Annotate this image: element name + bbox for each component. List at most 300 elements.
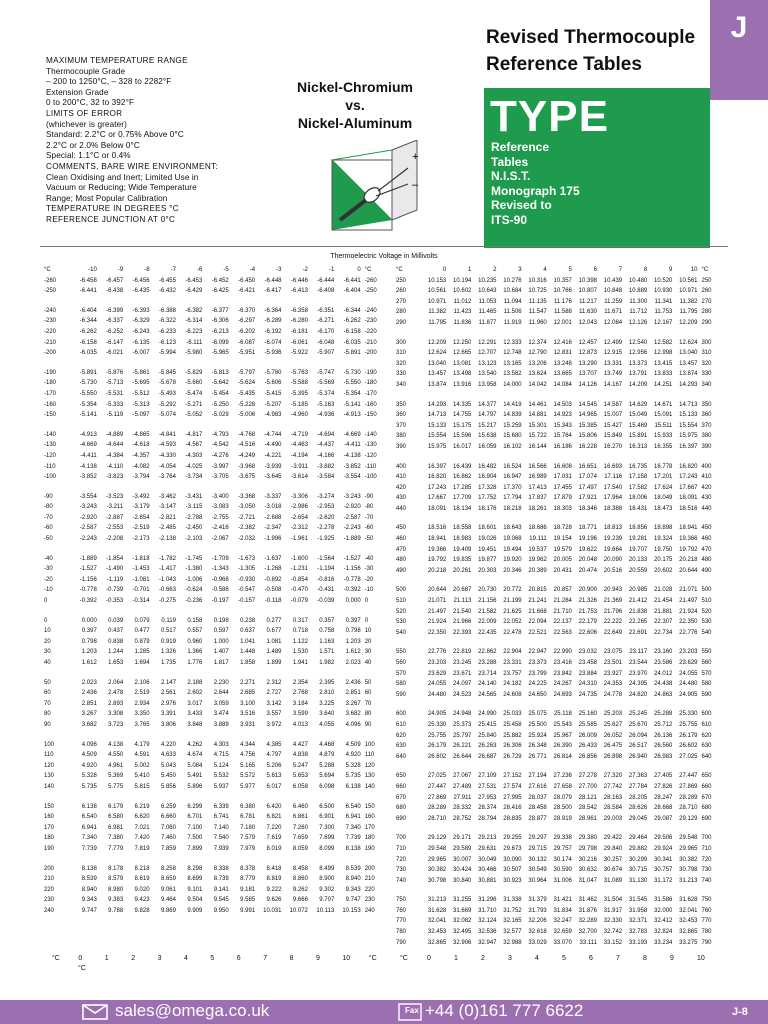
table-cell: 32.783 [628,929,648,936]
table-cell: 2.064 [108,679,124,686]
table-row [396,523,727,534]
table-cell: 30.132 [528,856,547,863]
table-cell: 13.415 [654,360,673,367]
table-cell: 7.859 [160,845,176,852]
table-cell: 27.826 [654,783,673,790]
column-header: 6 [593,267,597,273]
column-header: °C [44,267,51,273]
table-cell: -5.207 [264,401,282,408]
email-link[interactable]: sales@omega.co.uk [115,1001,270,1020]
table-row [44,750,391,761]
subtitle-line: Reference [491,140,550,154]
table-cell: -6.111 [186,339,203,346]
table-cell: 32.495 [453,929,472,936]
table-cell: 29.715 [528,845,547,852]
spec-line: (whichever is greater) [46,119,127,129]
table-cell: 22.649 [603,629,623,636]
table-cell: -30 [364,566,374,573]
table-cell: 20.005 [553,557,572,564]
table-row [396,400,727,411]
table-cell: 22.904 [503,649,522,656]
table-cell: 14.377 [478,401,497,408]
table-cell: 32.453 [679,918,698,925]
table-cell: 19.877 [478,557,497,564]
table-cell: 20.985 [628,587,648,594]
table-cell: 14.000 [503,381,522,388]
divider [40,246,728,247]
spacer-cell [396,329,727,338]
table-cell: 19.792 [679,546,698,553]
table-cell: -6.123 [158,339,176,346]
table-cell: 12.665 [453,350,472,357]
table-cell: 1.858 [240,660,256,666]
table-cell: 17.413 [528,484,547,491]
table-cell: 29.380 [578,835,597,842]
table-cell: -50 [364,536,374,543]
table-cell: 20.431 [553,567,572,574]
table-cell: 15.891 [628,433,648,440]
table-cell: 12.126 [628,319,648,326]
table-cell: 1.448 [240,649,256,656]
table-cell: -4.357 [132,452,150,459]
table-cell: -6.021 [106,350,124,357]
table-cell: 1.366 [187,649,203,656]
table-row [44,462,391,473]
table-cell: 27.067 [453,773,472,780]
table-row [44,348,391,359]
table-cell: 30.964 [528,877,547,884]
table-cell: -1.417 [158,566,176,573]
table-cell: 3.267 [81,711,97,718]
table-cell: 9.383 [108,897,124,904]
table-cell: -5.747 [317,369,335,376]
table-cell: 23.245 [453,660,472,666]
table-cell: -1.961 [290,536,308,543]
table-cell: 29.297 [528,835,547,842]
table-cell: 7.021 [134,824,150,831]
table-row [44,286,391,297]
table-cell: 14.839 [503,412,522,419]
table-cell: 15.091 [654,412,673,419]
table-cell: -3.882 [317,463,335,470]
table-cell: 2.934 [134,700,150,707]
table-cell: 13.874 [427,381,447,388]
table-cell: 130 [44,773,55,780]
table-cell: 30.341 [654,856,673,863]
table-row [396,803,727,814]
table-cell: 0.637 [240,628,256,635]
table-cell: 12.291 [478,339,497,346]
table-cell: -3.584 [317,474,335,481]
table-cell: -120 [44,452,57,459]
table-cell: 330 [701,371,712,378]
svg-text:–: – [412,179,419,191]
table-cell: -0.431 [317,587,335,594]
table-row [44,771,391,782]
table-cell: 290 [701,319,712,326]
column-header: -10 [88,267,97,273]
table-cell: 1.122 [292,638,308,645]
table-cell: -40 [364,555,374,562]
table-cell: 1.407 [213,649,229,656]
table-cell: 15.764 [553,433,572,440]
table-cell: 30.299 [628,856,648,863]
table-cell: 30.715 [628,867,648,874]
table-cell: 16.989 [528,474,547,481]
table-cell: 740 [396,877,407,884]
table-cell: 4.920 [345,752,361,759]
table-cell: 14.881 [528,412,547,419]
page-title [486,24,695,78]
table-cell: 23.458 [578,660,597,666]
table-cell: -1.194 [317,566,335,573]
table-cell: -6.429 [185,288,203,295]
table-cell: 16.017 [453,443,472,450]
fax-number: +44 (0)161 777 6622 [425,1001,584,1020]
table-cell: 12.084 [603,319,623,326]
table-cell: -4.936 [317,412,335,419]
table-cell: 18.516 [427,525,447,532]
table-cell: -2.887 [106,514,124,521]
table-cell: 17.794 [503,495,522,502]
table-cell: 31.710 [478,907,497,914]
table-cell: -2.620 [317,514,335,521]
table-cell: 4.838 [292,752,308,759]
table-cell: 5.084 [187,762,203,769]
table-cell: 22.734 [654,629,673,636]
table-cell: 350 [396,401,407,408]
table-cell: -260 [44,277,57,284]
table-cell: 15.933 [654,433,673,440]
table-cell: -2.519 [132,525,150,532]
table-cell: -3.337 [264,493,282,500]
table-cell: 29.548 [427,845,447,852]
table-cell: -190 [364,369,377,376]
table-cell: 12.209 [679,319,698,326]
table-cell: 21.199 [503,598,522,605]
table-cell: -240 [364,307,377,314]
table-cell: 32.453 [427,929,447,936]
table-cell: 3.682 [345,711,361,718]
axis-label: 3 [508,955,512,962]
table-cell: 25.373 [453,721,472,728]
table-cell: 8.539 [345,865,361,872]
table-row [44,761,391,772]
table-cell: 2.685 [240,690,256,697]
table-cell: 8.138 [345,845,361,852]
table-row [396,895,727,906]
table-cell: -5.435 [238,390,256,397]
table-cell: 15.511 [654,422,673,429]
table-cell: 7.180 [240,824,256,831]
table-row [44,844,391,855]
table-cell: 6.861 [292,814,308,821]
table-cell: -5.624 [238,380,256,387]
table-row [396,585,727,596]
table-cell: 11.960 [528,319,547,326]
table-cell: 26.263 [478,743,497,750]
table-cell: -1.673 [238,555,256,562]
table-cell: 10.643 [478,288,497,295]
table-cell: 10.684 [503,288,522,295]
table-cell: 2.395 [319,679,335,686]
table-cell: 21.753 [578,608,597,615]
table-cell: 300 [701,339,712,346]
table-cell: -2.755 [211,514,229,521]
table-cell: 27.109 [478,773,497,780]
table-cell: 15.343 [553,422,572,429]
table-cell: -6.147 [106,339,124,346]
table-cell: 310 [396,350,407,357]
table-cell: 22.521 [528,629,547,636]
table-cell: -1.996 [264,536,282,543]
table-cell: 28.079 [553,794,572,801]
table-cell: 21.924 [679,608,698,615]
table-cell: 27.700 [578,783,597,790]
table-cell: 7.739 [345,835,361,842]
row-spacer [396,824,727,833]
table-cell: 12.831 [553,350,572,357]
table-cell: 21.668 [528,608,547,615]
table-cell: 760 [701,907,712,914]
table-cell: -0.624 [185,587,203,594]
table-cell: 21.497 [679,598,698,605]
table-row [396,752,727,763]
table-cell: 460 [396,536,407,543]
table-cell: -4.082 [132,463,150,470]
table-cell: 22.350 [427,629,447,636]
table-cell: -5.141 [343,401,361,408]
table-cell: 7.300 [319,824,335,831]
table-cell: 16.059 [478,443,497,450]
table-cell: -4.913 [79,431,97,438]
table-cell: -1.854 [106,555,124,562]
table-cell: -0.701 [132,587,150,594]
table-cell: 18.728 [553,525,572,532]
table-cell: 5.977 [240,783,256,790]
table-row [44,833,391,844]
table-cell: 4.468 [319,741,335,748]
table-cell: 16.904 [478,474,497,481]
table-cell: 15.427 [603,422,623,429]
table-cell: 670 [396,794,407,801]
table-cell: 28.668 [654,805,673,812]
table-cell: 28.752 [453,815,472,822]
right-voltage-table [396,265,727,948]
table-cell: -210 [364,339,377,346]
table-cell: -6.457 [106,277,124,284]
table-cell: -0.892 [264,576,282,583]
table-cell: 700 [396,835,407,842]
table-cell: 16.439 [453,463,472,470]
table-row [44,492,391,503]
table-cell: -6.035 [79,350,97,357]
table-cell: 660 [701,783,712,790]
table-cell: 27.194 [528,773,547,780]
table-cell: -6.202 [238,328,256,335]
table-cell: 10.235 [478,277,497,284]
table-cell: 3.225 [319,700,335,707]
table-cell: -6.087 [238,339,256,346]
table-cell: 440 [396,505,407,512]
spec-line: TEMPERATURE IN DEGREES °C [46,204,179,214]
table-cell: 12.915 [603,350,623,357]
table-cell: 7.540 [213,835,229,842]
material-line: Nickel-Aluminum [297,115,413,131]
table-cell: 20 [44,638,51,645]
table-cell: -0.816 [317,576,335,583]
table-cell: 1.899 [266,660,282,666]
table-cell: -2.654 [290,514,308,521]
table-cell: 19.835 [453,557,472,564]
table-cell: 2.727 [266,690,282,697]
table-cell: 14.042 [528,381,547,388]
table-cell: -6.243 [132,328,150,335]
table-cell: -5.780 [264,369,282,376]
table-cell: -6.448 [264,277,282,284]
table-cell: -1.156 [343,566,361,573]
table-cell: 4.096 [81,741,97,748]
table-cell: 4.096 [345,721,361,728]
table-cell: 4.055 [319,721,335,728]
table-cell: 10.807 [578,288,597,295]
table-cell: 32.000 [654,907,673,914]
table-cell: 270 [396,298,407,305]
column-header: °C [701,267,709,273]
table-cell: 120 [364,762,375,769]
table-cell: 7.939 [213,845,229,852]
spacer-cell [44,607,391,616]
table-cell: -0.470 [290,587,308,594]
table-cell: 32.165 [503,918,522,925]
table-cell: 22.222 [603,619,623,626]
table-cell: -120 [364,452,377,459]
table-cell: 10.848 [603,288,623,295]
table-cell: -6.170 [317,328,335,335]
table-cell: 470 [396,546,407,553]
spec-line: Standard: 2.2°C or 0.75% Above 0°C [46,130,184,140]
table-cell: 8.659 [160,876,176,883]
table-cell: 15.849 [603,433,623,440]
table-cell: 10.439 [603,277,623,284]
table-cell: 29.965 [679,845,698,852]
table-cell: 33.275 [679,939,698,946]
table-cell: 2.851 [345,690,361,697]
table-cell: -100 [44,474,57,481]
table-cell: 30.923 [503,877,522,884]
table-cell: 24.650 [528,691,547,698]
table-cell: 30.798 [679,867,698,874]
table-cell: 7.140 [213,824,229,831]
table-cell: 14.629 [628,401,648,408]
table-cell: 6.259 [160,803,176,810]
subtitle-line: Revised to [491,198,552,213]
table-cell: 22.009 [478,619,497,626]
table-cell: 9.504 [187,897,203,904]
table-cell: -1.600 [290,555,308,562]
table-cell: 19.324 [654,536,673,543]
table-cell: 33.193 [628,939,648,946]
table-cell: 11.423 [453,309,472,316]
table-cell: 0.238 [240,617,256,624]
table-cell: 16.778 [654,463,673,470]
table-cell: 0.718 [292,628,308,635]
table-cell: -1.527 [79,566,97,573]
table-cell: 230 [364,897,375,904]
table-cell: 9.302 [319,886,335,893]
table-row [44,874,391,885]
table-cell: 4.509 [345,741,361,748]
axis-label: 7 [263,955,268,962]
table-cell: 1.941 [292,660,308,666]
table-cell: -5.936 [264,350,282,357]
table-cell: 420 [396,484,407,491]
table-cell: 11.300 [629,298,648,305]
table-cell: 6.500 [319,803,335,810]
table-cell: -0.547 [238,587,256,594]
table-row [44,720,391,731]
table-cell: 110 [44,752,54,759]
table-cell: 25.585 [578,721,597,728]
table-cell: 30.674 [603,867,623,874]
table-cell: -4.542 [211,442,229,449]
table-cell: 15.049 [628,412,648,419]
table-row [44,440,391,451]
table-cell: 27.616 [528,783,547,790]
table-cell: 9.343 [81,897,97,904]
table-cell: 18.941 [427,536,447,543]
table-cell: 200 [364,865,375,872]
table-cell: 7.899 [187,845,203,852]
table-cell: 360 [701,412,712,419]
table-cell: 12.540 [628,339,648,346]
table-cell: -10 [44,587,53,594]
table-cell: 24.480 [679,681,698,688]
table-row [44,885,391,896]
table-cell: 610 [396,721,407,728]
axis-label: 6 [589,955,593,962]
table-cell: 4.427 [292,741,308,748]
table-cell: -5.588 [290,380,308,387]
table-cell: 27.405 [654,773,673,780]
table-cell: -4.669 [79,442,97,449]
table-cell: 21.071 [679,587,698,594]
table-cell: 6.460 [292,803,308,810]
table-cell: 600 [396,711,407,718]
spacer-cell [396,576,727,585]
table-cell: -6.441 [343,277,361,284]
table-cell: 25.924 [528,732,547,739]
table-cell: 380 [701,433,712,440]
table-cell: -5.550 [343,380,361,387]
table-cell: -3.050 [238,504,256,511]
table-cell: 12.624 [427,350,447,357]
table-cell: 220 [364,886,375,893]
table-cell: 18.431 [628,505,648,512]
table-cell: -5.763 [290,369,308,376]
table-cell: 0.317 [292,617,308,624]
table-cell: 340 [701,381,712,388]
table-cell: 10.766 [553,288,572,295]
table-cell: 21.881 [654,608,673,615]
table-cell: -1.818 [132,555,150,562]
table-cell: 230 [44,897,55,904]
table-cell: 26.729 [503,753,522,760]
table-cell: 5.653 [292,773,308,780]
table-cell: 25.458 [503,721,522,728]
table-cell: 19.920 [503,557,522,564]
table-cell: 14.545 [578,401,597,408]
